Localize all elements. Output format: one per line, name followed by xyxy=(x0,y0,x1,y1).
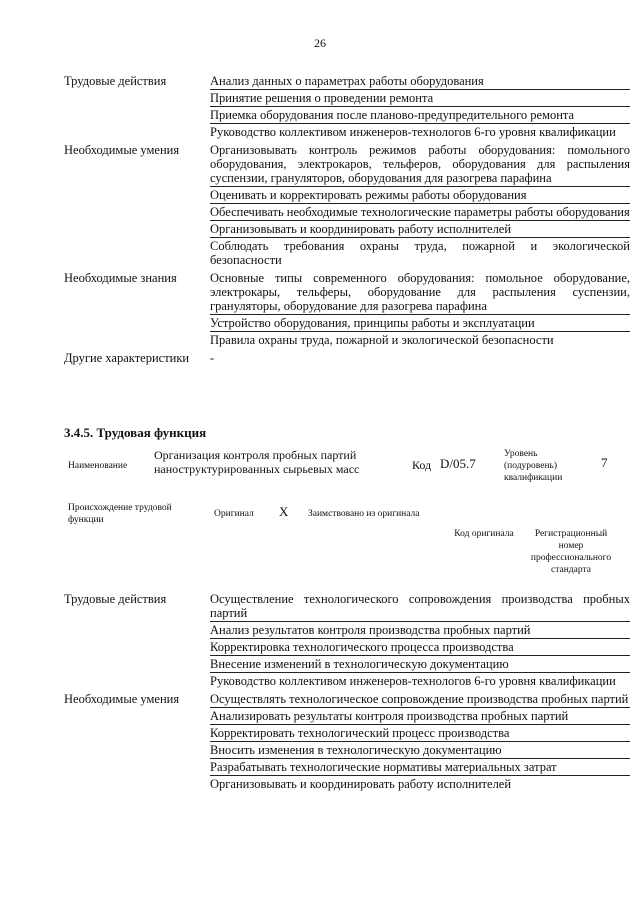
row-label: Необходимые умения xyxy=(64,143,180,157)
level-label: Уровень (подуровень) квалификации xyxy=(504,449,563,483)
level-value: 7 xyxy=(601,455,608,470)
list-item: Организовывать и координировать работу исполнителей xyxy=(210,222,630,238)
labor-function-table-2 xyxy=(64,592,630,793)
section-heading: 3.4.5. Трудовая функция xyxy=(64,425,207,440)
list-item: Устройство оборудования, принципы работы и эксплуатации xyxy=(210,316,630,332)
table-row xyxy=(64,74,630,141)
list-item: Корректировка технологического процесса производства xyxy=(210,640,630,656)
list-item: Вносить изменения в технологическую документацию xyxy=(210,743,630,759)
reg-number-label: Регистрационный номер профессионального стандарта xyxy=(530,529,612,575)
list-item: Основные типы современного оборудования: помольное оборудование, электрокары, тельферы, оборудование для распыления суспензии, грануляторы, оборудование для разогрева парафина xyxy=(210,271,630,313)
page-number: 26 xyxy=(314,36,326,50)
list-item: Принятие решения о проведении ремонта xyxy=(210,91,630,107)
list-item: Осуществление технологического сопровождения производства пробных партий xyxy=(210,592,630,620)
list-item: Анализ данных о параметрах работы оборудования xyxy=(210,74,630,90)
original-mark: X xyxy=(279,504,289,519)
list-item: Приемка оборудования после планово-предупредительного ремонта xyxy=(210,108,630,124)
list-item: Обеспечивать необходимые технологические параметры работы оборудования xyxy=(210,205,630,219)
list-item: Организовывать контроль режимов работы оборудования: помольного оборудования, электрокаров, тельферов, оборудования для распыления суспензии, грануляторов, оборудования для разогрева парафина xyxy=(210,143,630,185)
labor-function-table-1 xyxy=(64,74,630,367)
list-item: Руководство коллективом инженеров-технологов 6-го уровня квалификации xyxy=(210,125,616,139)
origin-label: Происхождение трудовой функции xyxy=(68,503,172,525)
list-item: Правила охраны труда, пожарной и экологической безопасности xyxy=(210,333,554,347)
table-row xyxy=(64,692,630,793)
name-label: Наименование xyxy=(68,461,128,471)
original-label: Оригинал xyxy=(214,509,254,519)
function-meta xyxy=(64,448,630,578)
row-label: Другие характеристики xyxy=(64,351,190,365)
code-label: Код xyxy=(412,458,432,472)
list-item: Соблюдать требования охраны труда, пожарной и экологической безопасности xyxy=(210,239,630,267)
name-value: Организация контроля пробных партий наноструктурированных сырьевых масс xyxy=(154,448,360,476)
borrowed-label: Заимствовано из оригинала xyxy=(308,509,420,519)
list-item: Оценивать и корректировать режимы работы оборудования xyxy=(210,188,630,204)
table-row xyxy=(64,271,630,349)
table-row xyxy=(64,592,630,690)
table-row xyxy=(64,351,630,367)
list-item: Анализировать результаты контроля производства пробных партий xyxy=(210,709,630,725)
list-item: Внесение изменений в технологическую документацию xyxy=(210,657,630,673)
list-item: - xyxy=(210,351,215,365)
row-label: Трудовые действия xyxy=(64,592,167,606)
row-label: Трудовые действия xyxy=(64,74,167,88)
list-item: Анализ результатов контроля производства пробных партий xyxy=(210,623,630,639)
row-label: Необходимые знания xyxy=(64,271,177,285)
list-item: Руководство коллективом инженеров-технологов 6-го уровня квалификации xyxy=(210,674,616,688)
table-row xyxy=(64,143,630,269)
row-label: Необходимые умения xyxy=(64,692,180,706)
list-item: Организовывать и координировать работу исполнителей xyxy=(210,777,512,791)
original-code-label: Код оригинала xyxy=(454,529,514,539)
code-value: D/05.7 xyxy=(440,456,476,471)
list-item: Корректировать технологический процесс производства xyxy=(210,726,630,742)
list-item: Осуществлять технологическое сопровождение производства пробных партий xyxy=(210,692,629,706)
list-item: Разрабатывать технологические нормативы материальных затрат xyxy=(210,760,630,776)
